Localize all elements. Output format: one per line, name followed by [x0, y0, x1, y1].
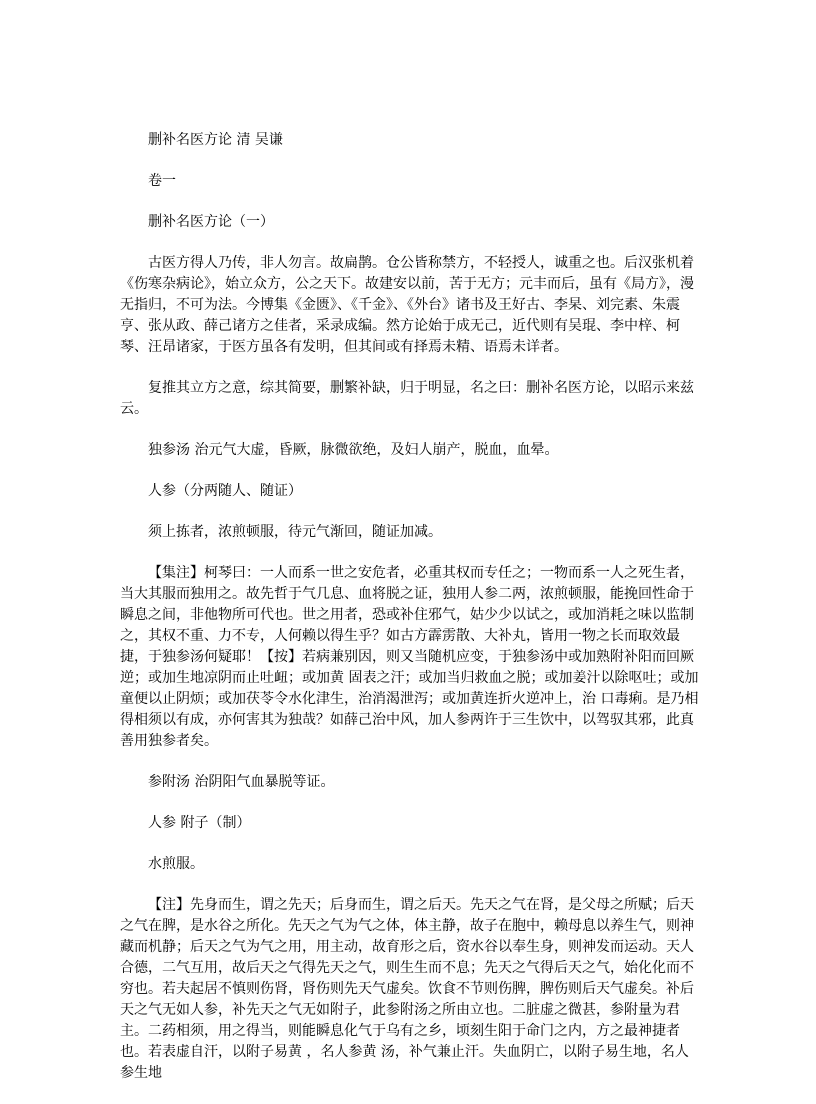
preparation-dushen: 须上拣者，浓煎顿服，待元气渐回，随证加减。	[148, 524, 442, 540]
paragraph-intro: 古医方得人乃传，非人勿言。故扁鹊。仓公皆称禁方，不轻授人，诚重之也。后汉张机着《伤寒杂病论》，始立众方，公之天下。故建安以前，苦于无方；元丰而后，虽有《局方》，漫无指归，不可为法。今博集《金匮》、《千金》、《外台》诸书及王好古、李杲、刘完素、朱震亨、张从政、薛己诸方之佳者，采录成编。然方论始于成无己，近代则有吴琨、李中梓、柯琴、汪昂诸家，于医方虽各有发明，但其间或有择焉未精、语焉未详者。	[120, 255, 694, 355]
document-page	[120, 130, 700, 1104]
preparation-shenfu: 水煎服。	[148, 856, 204, 872]
section-heading: 删补名医方论（一）	[148, 214, 274, 230]
commentary-shenfu: 【注】先身而生，谓之先天；后身而生，谓之后天。先天之气在肾，是父母之所赋；后天之气在脾，是水谷之所化。先天之气为气之体，体主静，故子在胞中，赖母息以养生气，则神藏而机静；后天之气为气之用，用主动，故育形之后，资水谷以奉生身，则神发而运动。天人合德，二气互用，故后天之气得先天之气，则生生而不息；先天之气得后天之气，始化化而不穷也。若夫起居不慎则伤肾，肾伤则先天气虚矣。饮食不节则伤脾，脾伤则后天气虚矣。补后天之气无如人参，补先天之气无如附子，此参附汤之所由立也。二脏虚之微甚，参附量为君主。二药相须，用之得当，则能瞬息化气于乌有之乡，顷刻生阳于命门之内，方之最神捷者也。若表虚自汗，以附子易黄 ，名人参黄 汤，补气兼止汗。失血阴亡，以附子易生地，名人参生地	[120, 897, 694, 1081]
volume-heading: 卷一	[148, 173, 176, 189]
document-title: 删补名医方论 清 吴谦	[148, 132, 283, 148]
ingredient-list-shenfu: 人参 附子（制）	[148, 815, 251, 831]
commentary-dushen: 【集注】柯琴曰：一人而系一世之安危者，必重其权而专任之；一物而系一人之死生者，当大其服而独用之。故先哲于气几息、血将脱之证，独用人参二两，浓煎顿服，能挽回性命于瞬息之间，非他物所可代也。世之用者，恐或补住邪气，姑少少以试之，或加消耗之味以监制之，其权不重、力不专，人何赖以得生乎？如古方霹雳散、大补丸，皆用一物之长而取效最捷，于独参汤何疑耶！【按】若病兼别因，则又当随机应变，于独参汤中或加熟附补阳而回厥逆；或加生地凉阴而止吐衄；或加黄 固表之汗；或加当归救血之脱；或加姜汁以除呕吐；或加童便以止阴烦；或加茯苓令水化津生，治消渴泄泻；或加黄连折火逆冲上，治 口毒痢。是乃相得相须以有成，亦何害其为独哉？如薛己治中风，加人参两许于三生饮中，以驾驭其邪，此真善用独参者矣。	[120, 565, 699, 749]
paragraph-purpose: 复推其立方之意，综其简要，删繁补缺，归于明显，名之曰：删补名医方论，以昭示来兹云。	[120, 380, 694, 417]
formula-shenfu: 参附汤 治阴阳气血暴脱等证。	[148, 774, 335, 790]
ingredient-list-dushen: 人参（分两随人、随证）	[148, 483, 302, 499]
formula-dushen: 独参汤 治元气大虚，昏厥，脉微欲绝，及妇人崩产，脱血，血晕。	[148, 442, 559, 458]
